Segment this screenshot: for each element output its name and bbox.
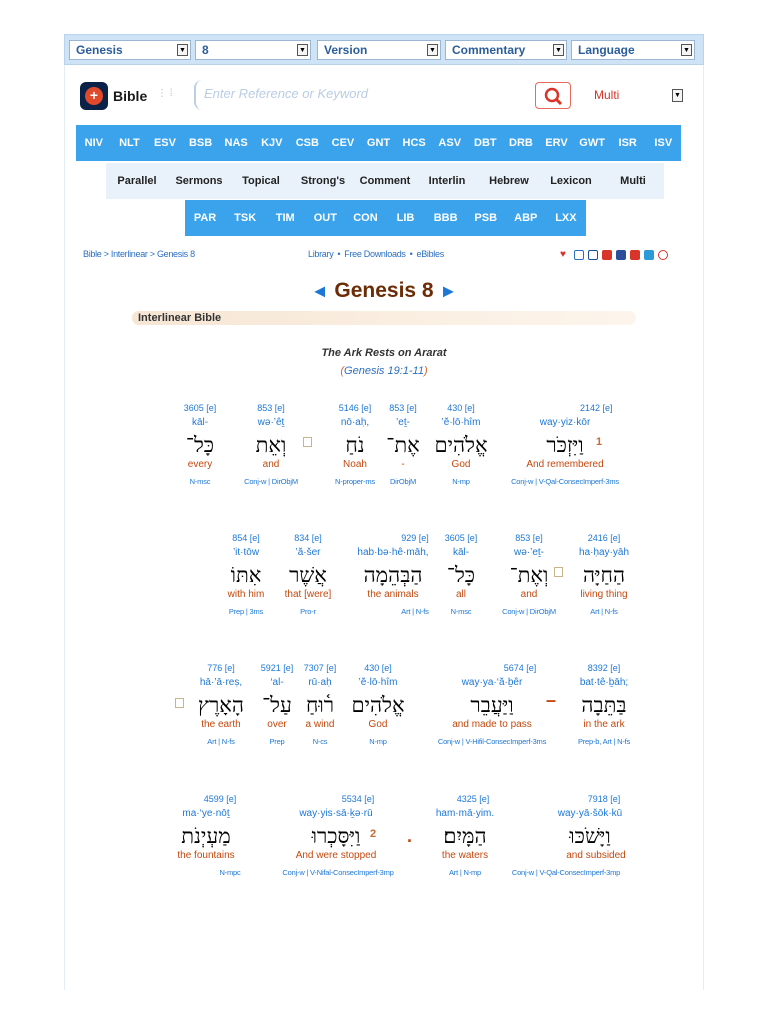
ebibles-link[interactable]: eBibles <box>416 249 444 259</box>
tab-version[interactable]: BSB <box>188 137 213 149</box>
language-select[interactable]: Language ▼ <box>571 40 695 60</box>
chevron-down-icon: ▼ <box>681 44 692 56</box>
tab-version[interactable]: NIV <box>84 137 103 149</box>
cross-reference-link[interactable]: Genesis 19:1-11 <box>344 365 424 377</box>
section-label: Interlinear Bible <box>132 311 636 325</box>
free-downloads-link[interactable]: Free Downloads <box>344 249 406 259</box>
selector-bar <box>64 34 704 65</box>
tab-resource[interactable]: LXX <box>555 212 577 224</box>
tab-version[interactable]: ISR <box>618 137 637 149</box>
period-mark: . <box>407 826 413 846</box>
tab-version[interactable]: HCS <box>402 137 426 149</box>
tab-study[interactable]: Lexicon <box>550 175 592 187</box>
footnote-marker-icon[interactable] <box>303 437 312 447</box>
chevron-down-icon: ▼ <box>553 44 564 56</box>
tab-resource[interactable]: PSB <box>474 212 498 224</box>
prev-chapter-button[interactable]: ◄ <box>310 281 329 301</box>
resource-tabs <box>185 200 586 236</box>
pinterest-icon[interactable] <box>658 250 668 260</box>
passage-heading: The Ark Rests on Ararat <box>321 347 447 359</box>
tab-resource[interactable]: BBB <box>433 212 458 224</box>
version-tabs <box>76 125 681 161</box>
library-link[interactable]: Library <box>308 249 334 259</box>
instagram-icon[interactable] <box>602 250 612 260</box>
twitter-icon[interactable] <box>644 250 654 260</box>
search-input[interactable]: Enter Reference or Keyword <box>194 80 530 110</box>
heart-icon[interactable]: ♥ <box>560 249 566 260</box>
tab-version[interactable]: GWT <box>579 137 605 149</box>
tab-study[interactable]: Strong's <box>300 175 346 187</box>
tab-version[interactable]: ERV <box>545 137 568 149</box>
tab-version[interactable]: ESV <box>153 137 176 149</box>
tab-study[interactable]: Comment <box>359 175 411 187</box>
tab-study[interactable]: Hebrew <box>489 175 529 187</box>
chevron-down-icon: ▼ <box>297 44 308 56</box>
language-multi-select[interactable]: Multi <box>594 88 620 102</box>
tab-version[interactable]: GNT <box>366 137 391 149</box>
logo-text[interactable]: Bible <box>113 88 148 104</box>
tab-study[interactable]: Interlin <box>428 175 466 187</box>
tab-resource[interactable]: TSK <box>234 212 257 224</box>
tab-resource[interactable]: CON <box>353 212 378 224</box>
tab-version[interactable]: DRB <box>509 137 533 149</box>
breadcrumb[interactable]: Bible > Interlinear > Genesis 8 <box>83 249 195 259</box>
church-icon[interactable] <box>588 250 598 260</box>
study-tabs <box>106 163 664 199</box>
search-button[interactable] <box>535 82 571 109</box>
resource-links: Library • Free Downloads • eBibles <box>308 249 444 259</box>
footnote-marker-icon[interactable] <box>554 567 563 577</box>
page-title: ◄ Genesis 8 ► <box>310 279 458 302</box>
tab-version[interactable]: CSB <box>295 137 319 149</box>
logo-subtext-icon: ⋮ ⁞ <box>157 88 173 99</box>
tab-version[interactable]: ISV <box>654 137 673 149</box>
footnote-marker-icon[interactable] <box>175 698 184 708</box>
book-icon[interactable] <box>574 250 584 260</box>
tab-version[interactable]: NAS <box>224 137 248 149</box>
tab-study[interactable]: Sermons <box>175 175 223 187</box>
facebook-icon[interactable] <box>616 250 626 260</box>
tab-resource[interactable]: TIM <box>275 212 295 224</box>
tab-resource[interactable]: ABP <box>514 212 538 224</box>
tab-version[interactable]: DBT <box>474 137 497 149</box>
verse-number: 2 <box>370 828 377 840</box>
tab-version[interactable]: ASV <box>438 137 462 149</box>
maqaf-mark: – <box>546 690 557 710</box>
tab-version[interactable]: KJV <box>261 137 283 149</box>
google-icon[interactable] <box>630 250 640 260</box>
verse-number: 1 <box>596 436 603 448</box>
chevron-down-icon: ▼ <box>177 44 188 56</box>
tab-version[interactable]: CEV <box>331 137 355 149</box>
tab-study[interactable]: Multi <box>620 175 646 187</box>
chevron-down-icon[interactable]: ▼ <box>672 89 683 102</box>
chevron-down-icon: ▼ <box>427 44 438 56</box>
commentary-select[interactable]: Commentary ▼ <box>445 40 567 60</box>
next-chapter-button[interactable]: ► <box>439 281 458 301</box>
cross-reference: (Genesis 19:1-11) <box>340 365 428 377</box>
version-select[interactable]: Version ▼ <box>317 40 441 60</box>
tab-version[interactable]: NLT <box>119 137 140 149</box>
tab-study[interactable]: Topical <box>242 175 280 187</box>
tab-study[interactable]: Parallel <box>117 175 157 187</box>
tab-resource[interactable]: PAR <box>193 212 217 224</box>
chapter-select[interactable]: 8 ▼ <box>195 40 311 60</box>
search-icon <box>536 83 572 110</box>
tab-resource[interactable]: OUT <box>313 212 337 224</box>
tab-resource[interactable]: LIB <box>396 212 415 224</box>
bible-logo-icon[interactable]: + <box>80 82 108 110</box>
social-icons <box>560 250 668 260</box>
book-select[interactable]: Genesis ▼ <box>69 40 191 60</box>
